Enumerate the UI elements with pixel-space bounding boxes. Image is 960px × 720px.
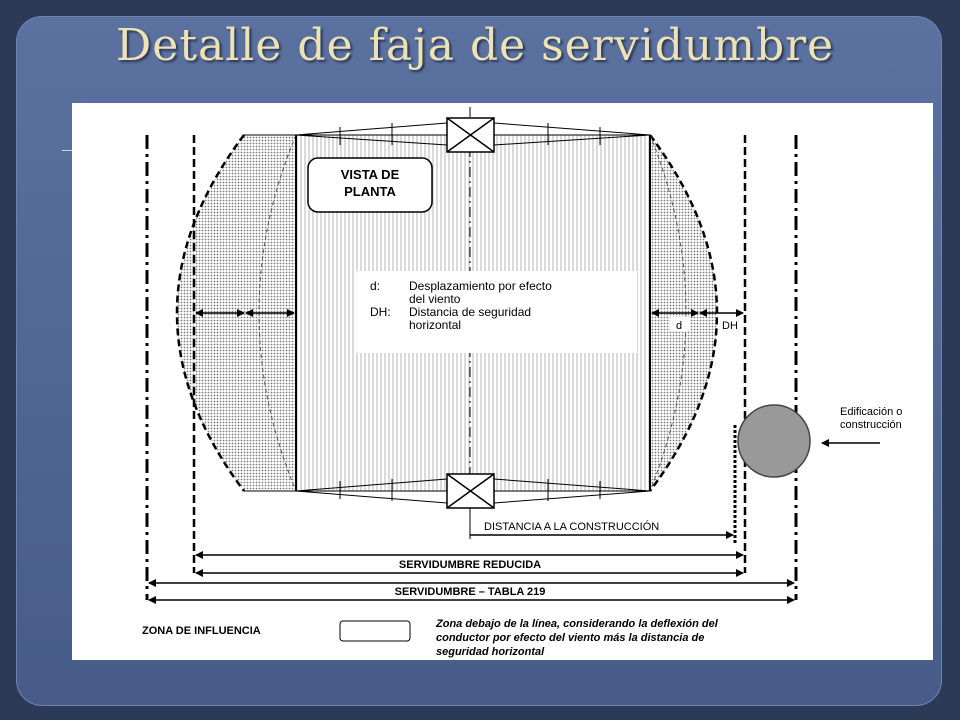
legend-d-text-1: Desplazamiento por efecto xyxy=(409,279,552,293)
influence-zone-desc-1: Zona debajo de la línea, considerando la deflexión del xyxy=(436,618,718,630)
diagram-svg xyxy=(72,103,933,660)
reduced-easement-label: SERVIDUMBRE REDUCIDA xyxy=(398,559,542,571)
influence-zone-swatch xyxy=(340,621,410,641)
building-label-line1: Edificación o xyxy=(840,406,903,418)
dim-label-dh: DH xyxy=(722,320,738,332)
influence-zone-desc-2: conductor por efecto del viento más la distancia de xyxy=(436,632,705,644)
legend-dh-text-1: Distancia de seguridad xyxy=(409,305,532,319)
view-label-line1: VISTA DE xyxy=(340,167,400,182)
tower-bottom xyxy=(447,474,494,508)
influence-zone-label: ZONA DE INFLUENCIA xyxy=(142,625,261,637)
distance-label: DISTANCIA A LA CONSTRUCCIÓN xyxy=(484,521,660,533)
building-circle xyxy=(738,405,810,477)
legend-dh-symbol: DH: xyxy=(370,305,391,319)
dim-label-d: d xyxy=(676,320,683,332)
easement-diagram xyxy=(72,103,933,660)
slide-title: Detalle de faja de servidumbre xyxy=(116,20,835,71)
building-label-line2: construcción xyxy=(840,419,902,431)
view-label-line2: PLANTA xyxy=(344,184,396,199)
tower-top xyxy=(447,118,494,152)
influence-zone-desc-3: seguridad horizontal xyxy=(436,646,545,658)
easement-table-label: SERVIDUMBRE – TABLA 219 xyxy=(394,586,546,598)
legend-d-symbol: d: xyxy=(370,279,381,293)
legend-dh-text-2: horizontal xyxy=(409,318,462,332)
legend-d-text-2: del viento xyxy=(409,292,461,306)
